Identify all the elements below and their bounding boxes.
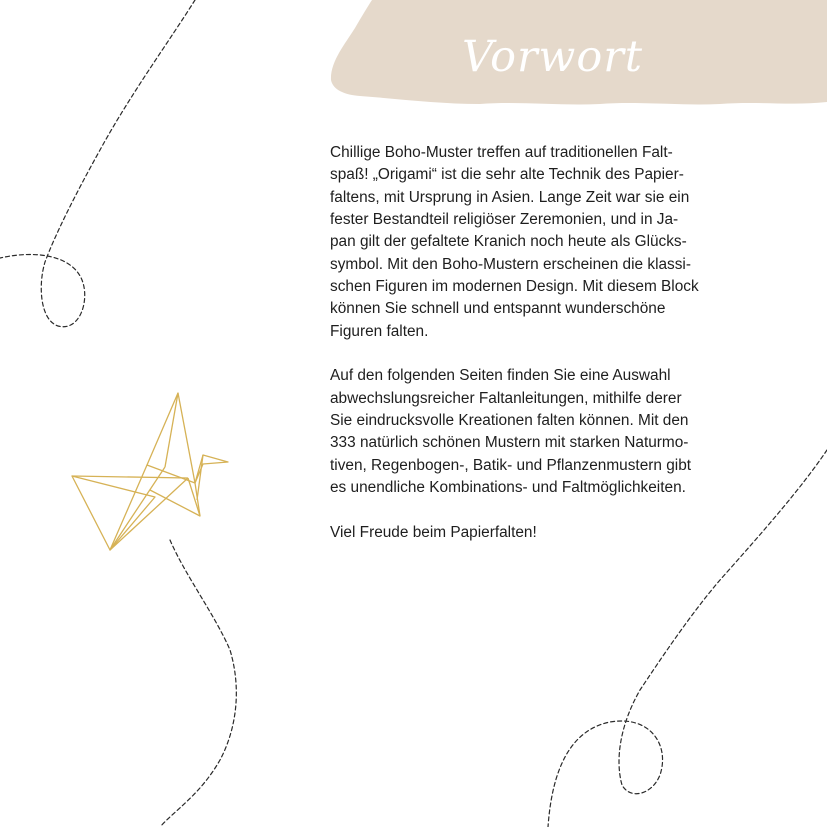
text-line: schen Figuren im modernen Design. Mit diesem Block (330, 278, 699, 296)
text-line: pan gilt der gefaltete Kranich noch heute als Glücks- (330, 233, 687, 251)
paragraph-2 (330, 365, 775, 499)
page-title: Vorwort (462, 32, 644, 82)
foreword-text (330, 142, 775, 567)
text-line: tiven, Regenbogen-, Batik- und Pflanzenmustern gibt (330, 456, 692, 474)
origami-crane-icon (72, 393, 228, 550)
text-line: es unendliche Kombinations- und Faltmöglichkeiten. (330, 479, 686, 497)
paragraph-1 (330, 142, 775, 343)
dashed-path-top-left (0, 0, 195, 327)
text-line: können Sie schnell und entspannt wunderschöne (330, 300, 666, 318)
text-line: faltens, mit Ursprung in Asien. Lange Zeit war sie ein (330, 188, 690, 206)
text-line: Chillige Boho-Muster treffen auf traditionellen Falt- (330, 144, 673, 161)
text-line: abwechslungsreicher Faltanleitungen, mithilfe derer (330, 389, 682, 407)
text-line: Figuren falten. (330, 322, 429, 340)
text-line: fester Bestandteil religiöser Zeremonien, und in Ja- (330, 211, 679, 229)
text-line: Sie eindrucksvolle Kreationen falten können. Mit den (330, 412, 689, 430)
text-line: Auf den folgenden Seiten finden Sie eine Auswahl (330, 367, 671, 385)
paragraph-3 (330, 522, 775, 544)
text-line: Viel Freude beim Papierfalten! (330, 523, 537, 541)
text-line: 333 natürlich schönen Mustern mit starken Naturmo- (330, 434, 689, 452)
text-line: spaß! „Origami“ ist die sehr alte Technik des Papier- (330, 166, 684, 184)
dashed-path-middle (160, 540, 236, 827)
text-line: symbol. Mit den Boho-Mustern erscheinen die klassi- (330, 255, 691, 273)
